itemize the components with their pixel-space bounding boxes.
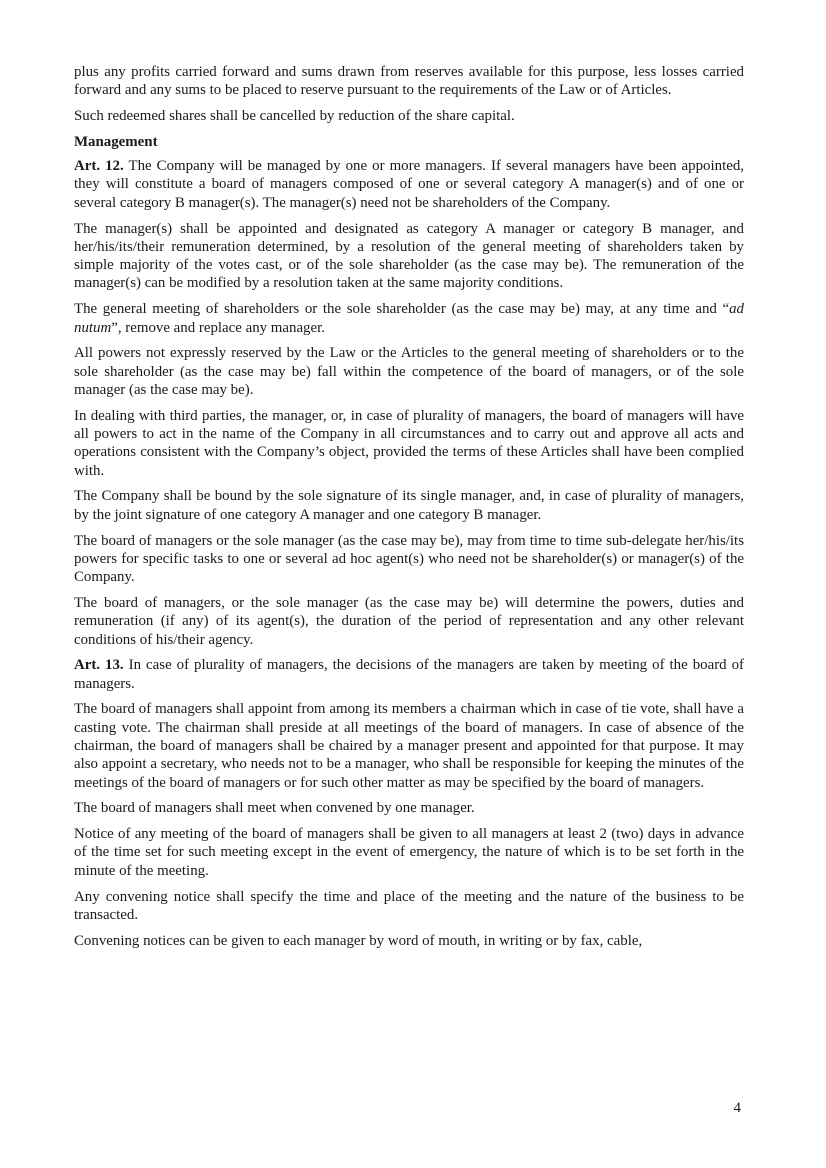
paragraph-convening-methods: Convening notices can be given to each manager by word of mouth, in writing or by fax, cable, — [74, 932, 643, 949]
paragraph-redeemed-shares: Such redeemed shares shall be cancelled by reduction of the share capital. — [74, 108, 515, 125]
paragraph-chairman: The board of managers shall appoint from among its members a chairman which in case of tie vote, shall have a casting vote. The chairman shall preside at all meetings of the board of managers. In case of absence of the chairman, the board of managers shall be chaired by a manager present and appointed for that purpose. It may also appoint a secretary, who needs not to be a manager, who shall be responsible for keeping the minutes of the meetings of the board of managers or for such other matter as may be specified by the board of managers. — [74, 701, 744, 791]
paragraph-agents: The board of managers, or the sole manager (as the case may be) will determine the powers, duties and remuneration (if any) of its agent(s), the duration of the period of representation and any other relevant conditions of his/their agency. — [74, 594, 744, 648]
document-body — [74, 63, 744, 957]
paragraph-meeting-notice: Notice of any meeting of the board of managers shall be given to all managers at least 2 (two) days in advance of the time set for such meeting except in the event of emergency, the nature of which is to be set forth in the minute of the meeting. — [74, 826, 744, 879]
article-13-paragraph — [74, 656, 744, 693]
section-heading-management: Management — [74, 133, 158, 150]
paragraph-convening-notice: Any convening notice shall specify the time and place of the meeting and the nature of the business to be transacted. — [74, 888, 744, 923]
article-12-paragraph — [74, 157, 744, 212]
article-13-label: Art. 13. — [74, 657, 124, 674]
paragraph-manager-appointment: The manager(s) shall be appointed and designated as category A manager or category B manager, and her/his/its/their remuneration determined, by a resolution of the general meeting of shareholders taken by simple majority of the votes cast, or of the sole shareholder (as the case may be). The remuneration of the manager(s) can be modified by a resolution taken at the same majority conditions. — [74, 220, 744, 292]
paragraph-sub-delegation: The board of managers or the sole manager (as the case may be), may from time to time sub-delegate her/his/its powers for specific tasks to one or several ad hoc agent(s) who need not be shareholder(s) or manager(s) of the Company. — [74, 532, 744, 586]
paragraph-manager-removal — [74, 300, 744, 337]
paragraph-board-meeting: The board of managers shall meet when convened by one manager. — [74, 800, 475, 817]
paragraph-third-parties: In dealing with third parties, the manager, or, in case of plurality of managers, the board of managers will have all powers to act in the name of the Company in all circumstances and to carry out and approve all acts and operations consistent with the Company’s object, provided the terms of these Articles shall have been complied with. — [74, 407, 744, 479]
paragraph-profits-carried-forward: plus any profits carried forward and sums drawn from reserves available for this purpose, less losses carried forward and any sums to be placed to reserve pursuant to the requirements of the Law or of Articles. — [74, 64, 744, 99]
removal-text-before: The general meeting of shareholders or the sole shareholder (as the case may be) may, at any time and “ — [74, 301, 730, 318]
removal-text-after: ”, remove and replace any manager. — [111, 319, 325, 336]
page-number: 4 — [733, 1100, 741, 1116]
article-13-text: In case of plurality of managers, the decisions of the managers are taken by meeting of the board of managers. — [74, 657, 744, 692]
article-12-label: Art. 12. — [74, 158, 124, 175]
paragraph-signature-binding: The Company shall be bound by the sole signature of its single manager, and, in case of plurality of managers, by the joint signature of one category A manager and one category B manager. — [74, 488, 744, 523]
article-12-text: The Company will be managed by one or more managers. If several managers have been appointed, they will constitute a board of managers composed of one or several category A manager(s) and of one or several category B manager(s). The manager(s) need not be shareholders of the Company. — [74, 158, 744, 211]
paragraph-board-powers: All powers not expressly reserved by the Law or the Articles to the general meeting of shareholders or to the sole shareholder (as the case may be) fall within the competence of the board of managers, or of the sole manager (as the case may be). — [74, 345, 744, 398]
removal-text-italic: ad nutum — [74, 301, 744, 336]
